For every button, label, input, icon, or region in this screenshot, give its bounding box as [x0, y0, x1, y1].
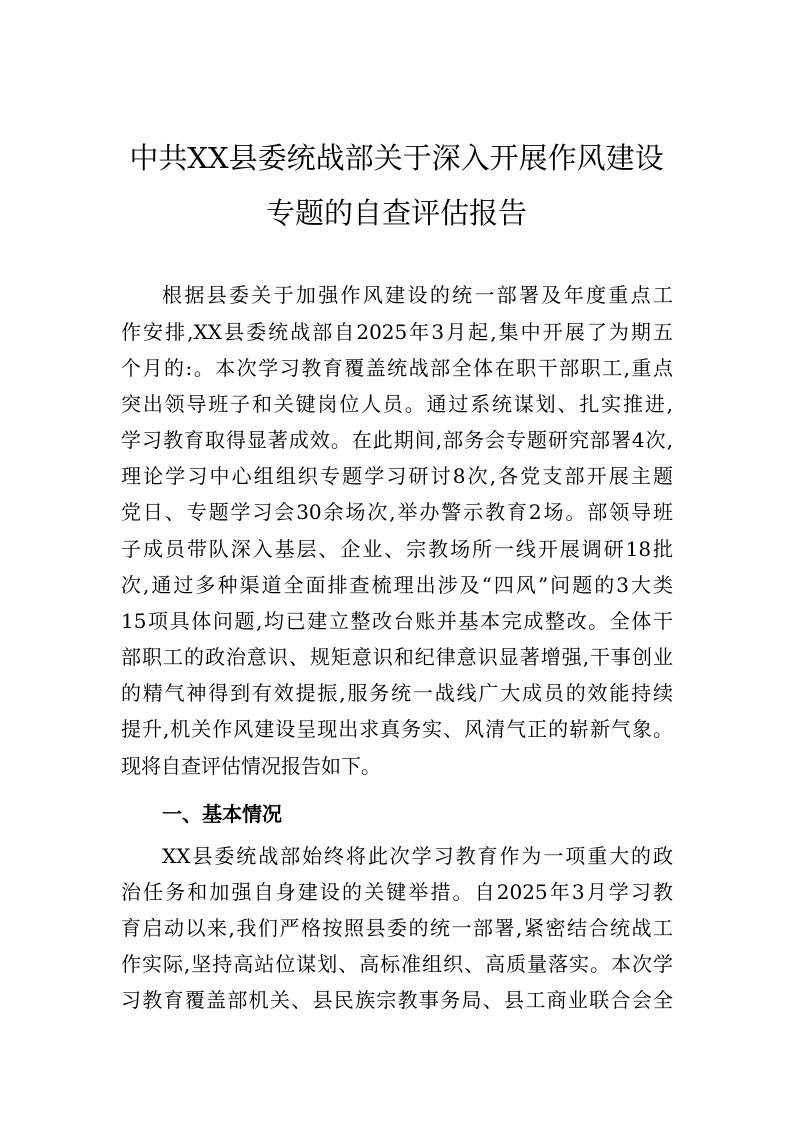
- paragraph-line: 治任务和加强自身建设的关键举措。自2025年3月学习教: [121, 880, 673, 904]
- paragraph-line: 子成员带队深入基层、企业、宗教场所一线开展调研18批: [121, 537, 673, 561]
- paragraph-line: 15项具体问题,均已建立整改台账并基本完成整改。全体干: [121, 609, 673, 633]
- document-title-line-2: 专题的自查评估报告: [265, 196, 527, 230]
- paragraph-line: 作实际,坚持高站位谋划、高标准组织、高质量落实。本次学: [121, 952, 673, 976]
- paragraph-line: 部职工的政治意识、规矩意识和纪律意识显著增强,干事创业: [121, 645, 673, 669]
- paragraph-line: XX县委统战部始终将此次学习教育作为一项重大的政: [162, 844, 673, 868]
- paragraph-line: 次,通过多种渠道全面排查梳理出涉及“四风”问题的3大类: [121, 573, 673, 597]
- paragraph-line: 现将自查评估情况报告如下。: [121, 754, 381, 778]
- paragraph-line: 的精气神得到有效提振,服务统一战线广大成员的效能持续: [121, 681, 673, 705]
- paragraph-line: 提升,机关作风建设呈现出求真务实、风清气正的崭新气象。: [121, 717, 673, 741]
- paragraph-line: 党日、专题学习会30余场次,举办警示教育2场。部领导班: [121, 500, 673, 524]
- section-heading-basic-situation: 一、基本情况: [162, 802, 282, 826]
- paragraph-line: 学习教育取得显著成效。在此期间,部务会专题研究部署4次,: [121, 428, 673, 452]
- paragraph-line: 根据县委关于加强作风建设的统一部署及年度重点工: [162, 283, 673, 307]
- paragraph-line: 理论学习中心组组织专题学习研讨8次,各党支部开展主题: [121, 464, 673, 488]
- paragraph-line: 突出领导班子和关键岗位人员。通过系统谋划、扎实推进,: [121, 392, 673, 416]
- paragraph-line: 个月的:。本次学习教育覆盖统战部全体在职干部职工,重点: [121, 356, 673, 380]
- document-title-line-1: 中共XX县委统战部关于深入开展作风建设: [129, 141, 664, 175]
- paragraph-line: 作安排,XX县委统战部自2025年3月起,集中开展了为期五: [121, 320, 673, 344]
- paragraph-line: 育启动以来,我们严格按照县委的统一部署,紧密结合统战工: [121, 916, 673, 940]
- paragraph-line: 习教育覆盖部机关、县民族宗教事务局、县工商业联合会全: [121, 988, 673, 1012]
